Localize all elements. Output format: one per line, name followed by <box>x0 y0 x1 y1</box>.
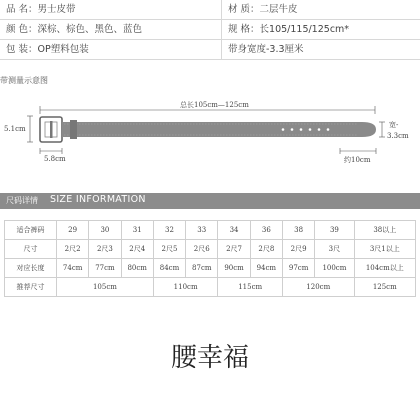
buckle-width-label: 5.8cm <box>44 155 66 163</box>
table-cell: 3尺1以上 <box>354 240 415 259</box>
size-info-header <box>0 193 420 209</box>
product-material: 材 质：二层牛皮 <box>221 0 420 20</box>
table-cell: 33 <box>186 221 218 240</box>
table-cell: 2尺2 <box>57 240 89 259</box>
product-colors: 颜 色：深棕、棕色、黑色、蓝色 <box>6 24 143 35</box>
table-cell: 87cm <box>186 259 218 278</box>
table-cell: 104cm以上 <box>354 259 415 278</box>
table-cell: 80cm <box>121 259 153 278</box>
buckle-height-label: 5.1cm <box>4 125 26 133</box>
diagram-title: 带测量示意图 <box>0 76 48 85</box>
table-cell: 90cm <box>218 259 250 278</box>
table-cell: 36 <box>250 221 282 240</box>
table-cell: 32 <box>153 221 185 240</box>
product-strap-width: 带身宽度-3.3厘米 <box>221 40 420 60</box>
info-row-color <box>0 20 420 40</box>
size-info-title-en: SIZE INFORMATION <box>50 194 146 205</box>
product-spec: 规 格：长105/115/125cm* <box>221 20 420 40</box>
table-row <box>5 278 416 297</box>
table-cell: 105cm <box>57 278 154 297</box>
row-header: 推荐尺寸 <box>5 278 57 297</box>
table-cell: 39 <box>315 221 354 240</box>
table-cell: 100cm <box>315 259 354 278</box>
info-row-name <box>0 0 420 20</box>
row-header: 适合裤码 <box>5 221 57 240</box>
table-cell: 38 <box>282 221 314 240</box>
table-cell: 2尺4 <box>121 240 153 259</box>
table-row <box>5 221 416 240</box>
table-row <box>5 259 416 278</box>
product-info <box>0 0 420 60</box>
table-cell: 94cm <box>250 259 282 278</box>
table-cell: 3尺 <box>315 240 354 259</box>
table-cell: 125cm <box>354 278 415 297</box>
total-length-label: 总长105cm—125cm <box>180 101 249 109</box>
table-cell: 77cm <box>89 259 121 278</box>
table-cell: 120cm <box>282 278 354 297</box>
table-cell: 30 <box>89 221 121 240</box>
table-cell: 38以上 <box>354 221 415 240</box>
table-cell: 2尺5 <box>153 240 185 259</box>
strap-width-label: 宽- <box>389 121 399 129</box>
table-cell: 31 <box>121 221 153 240</box>
table-cell: 110cm <box>153 278 218 297</box>
tip-length-label: 约10cm <box>344 156 371 164</box>
belt-loop <box>70 120 77 139</box>
table-row <box>5 240 416 259</box>
table-cell: 115cm <box>218 278 283 297</box>
product-name: 品 名：男士皮带 <box>6 4 76 15</box>
table-cell: 2尺7 <box>218 240 250 259</box>
strap-width-value: 3.3cm <box>387 132 409 140</box>
table-cell: 97cm <box>282 259 314 278</box>
brand-footer: 腰幸福 <box>170 343 249 373</box>
table-cell: 2尺9 <box>282 240 314 259</box>
size-table <box>4 220 416 297</box>
row-header: 对应长度 <box>5 259 57 278</box>
table-cell: 2尺8 <box>250 240 282 259</box>
table-cell: 84cm <box>153 259 185 278</box>
table-cell: 29 <box>57 221 89 240</box>
info-row-package <box>0 40 420 60</box>
row-header: 尺寸 <box>5 240 57 259</box>
table-cell: 34 <box>218 221 250 240</box>
table-cell: 74cm <box>57 259 89 278</box>
product-package: 包 装：OP塑料包装 <box>6 44 89 55</box>
size-info-title-cn: 尺码详情 <box>6 196 38 205</box>
belt-diagram <box>0 88 420 174</box>
table-cell: 2尺6 <box>186 240 218 259</box>
table-cell: 2尺3 <box>89 240 121 259</box>
